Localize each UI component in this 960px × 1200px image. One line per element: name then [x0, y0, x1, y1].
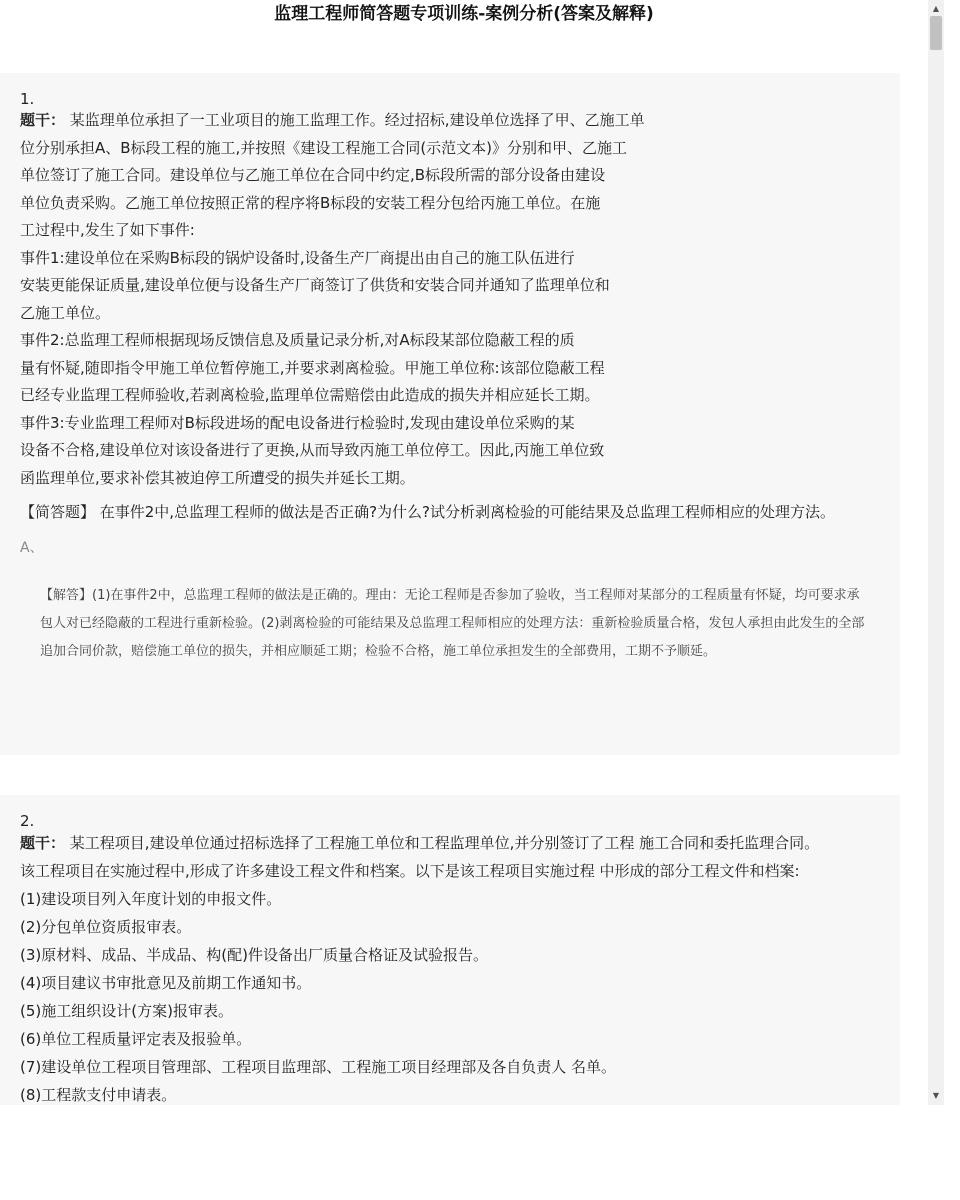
stem-line: 乙施工单位。	[20, 303, 111, 322]
stem-line: 单位负责采购。乙施工单位按照正常的程序将B标段的安装工程分包给丙施工单位。在施	[20, 193, 601, 212]
stem-line: 某工程项目,建设单位通过招标选择了工程施工单位和工程监理单位,并分别签订了工程 施工合同和委托监理合同。	[69, 834, 820, 852]
scroll-up-icon[interactable]: ▲	[932, 4, 940, 13]
stem-line: (3)原材料、成品、半成品、构(配)件设备出厂质量合格证及试验报告。	[20, 946, 488, 964]
stem-line: 安装更能保证质量,建设单位便与设备生产厂商签订了供货和安装合同并通知了监理单位和	[20, 276, 610, 294]
stem-line: (2)分包单位资质报审表。	[20, 918, 192, 936]
question-stem	[20, 107, 880, 492]
page-title: 监理工程师简答题专项训练-案例分析(答案及解释)	[274, 4, 654, 24]
stem-line: (7)建设单位工程项目管理部、工程项目监理部、工程施工项目经理部及各自负责人 名单。	[20, 1058, 617, 1076]
stem-line: 单位签订了施工合同。建设单位与乙施工单位在合同中约定,B标段所需的部分设备由建设	[20, 166, 606, 184]
stem-line: 已经专业监理工程师验收,若剥离检验,监理单位需赔偿由此造成的损失并相应延长工期。	[20, 386, 600, 404]
question-number: 2.	[20, 812, 35, 830]
vertical-scrollbar[interactable]	[928, 0, 944, 1105]
stem-line: 工过程中,发生了如下事件:	[20, 221, 195, 239]
stem-label: 题干：	[20, 834, 66, 852]
stem-line: 该工程项目在实施过程中,形成了许多建设工程文件和档案。以下是该工程项目实施过程 中形成的部分工程文件和档案:	[20, 862, 800, 880]
stem-line: 事件2:总监理工程师根据现场反馈信息及质量记录分析,对A标段某部位隐蔽工程的质	[20, 331, 575, 349]
stem-line: 某监理单位承担了一工业项目的施工监理工作。经过招标,建设单位选择了甲、乙施工单	[69, 111, 645, 129]
stem-line: (5)施工组织设计(方案)报审表。	[20, 1002, 233, 1020]
answer-option-a[interactable]: A、	[20, 540, 44, 556]
stem-line: 量有怀疑,随即指令甲施工单位暂停施工,并要求剥离检验。甲施工单位称:该部位隐蔽工程	[20, 358, 605, 377]
question-number: 1.	[20, 90, 35, 108]
stem-line: 事件1:建设单位在采购B标段的锅炉设备时,设备生产厂商提出由自己的施工队伍进行	[20, 248, 575, 267]
stem-line: 函监理单位,要求补偿其被迫停工所遭受的损失并延长工期。	[20, 468, 415, 487]
question-stem	[20, 829, 880, 1105]
short-answer-question: 【简答题】 在事件2中,总监理工程师的做法是否正确?为什么?试分析剥离检验的可能结果及总监理工程师相应的处理方法。	[20, 503, 836, 521]
stem-line: 位分别承担A、B标段工程的施工,并按照《建设工程施工合同(示范文本)》分别和甲、乙施工	[20, 138, 628, 157]
stem-line: 设备不合格,建设单位对该设备进行了更换,从而导致丙施工单位停工。因此,丙施工单位致	[20, 441, 605, 459]
scroll-down-icon[interactable]: ▼	[932, 1091, 940, 1100]
stem-line: 事件3:专业监理工程师对B标段进场的配电设备进行检验时,发现由建设单位采购的某	[20, 413, 575, 432]
stem-line: (4)项目建议书审批意见及前期工作通知书。	[20, 974, 312, 992]
stem-line: (1)建设项目列入年度计划的申报文件。	[20, 890, 282, 908]
answer-explanation: 【解答】(1)在事件2中，总监理工程师的做法是正确的。理由：无论工程师是否参加了验收，当工程师对某部分的工程质量有怀疑，均可要求承包人对已经隐蔽的工程进行重新检验。(2)剥离检验的可能结果及总监理工程师相应的处理方法：重新检验质量合格，发包人承担由此发生的全部追加合同价款，赔偿施工单位的损失，并相应顺延工期；检验不合格，施工单位承担发生的全部费用，工期不予顺延。	[40, 588, 865, 659]
question-card-2	[0, 795, 900, 1105]
stem-line: (8)工程款支付申请表。	[20, 1086, 177, 1104]
stem-line: (6)单位工程质量评定表及报验单。	[20, 1030, 252, 1048]
stem-label: 题干：	[20, 111, 66, 129]
scroll-thumb[interactable]	[930, 16, 942, 50]
question-card-1	[0, 73, 900, 755]
